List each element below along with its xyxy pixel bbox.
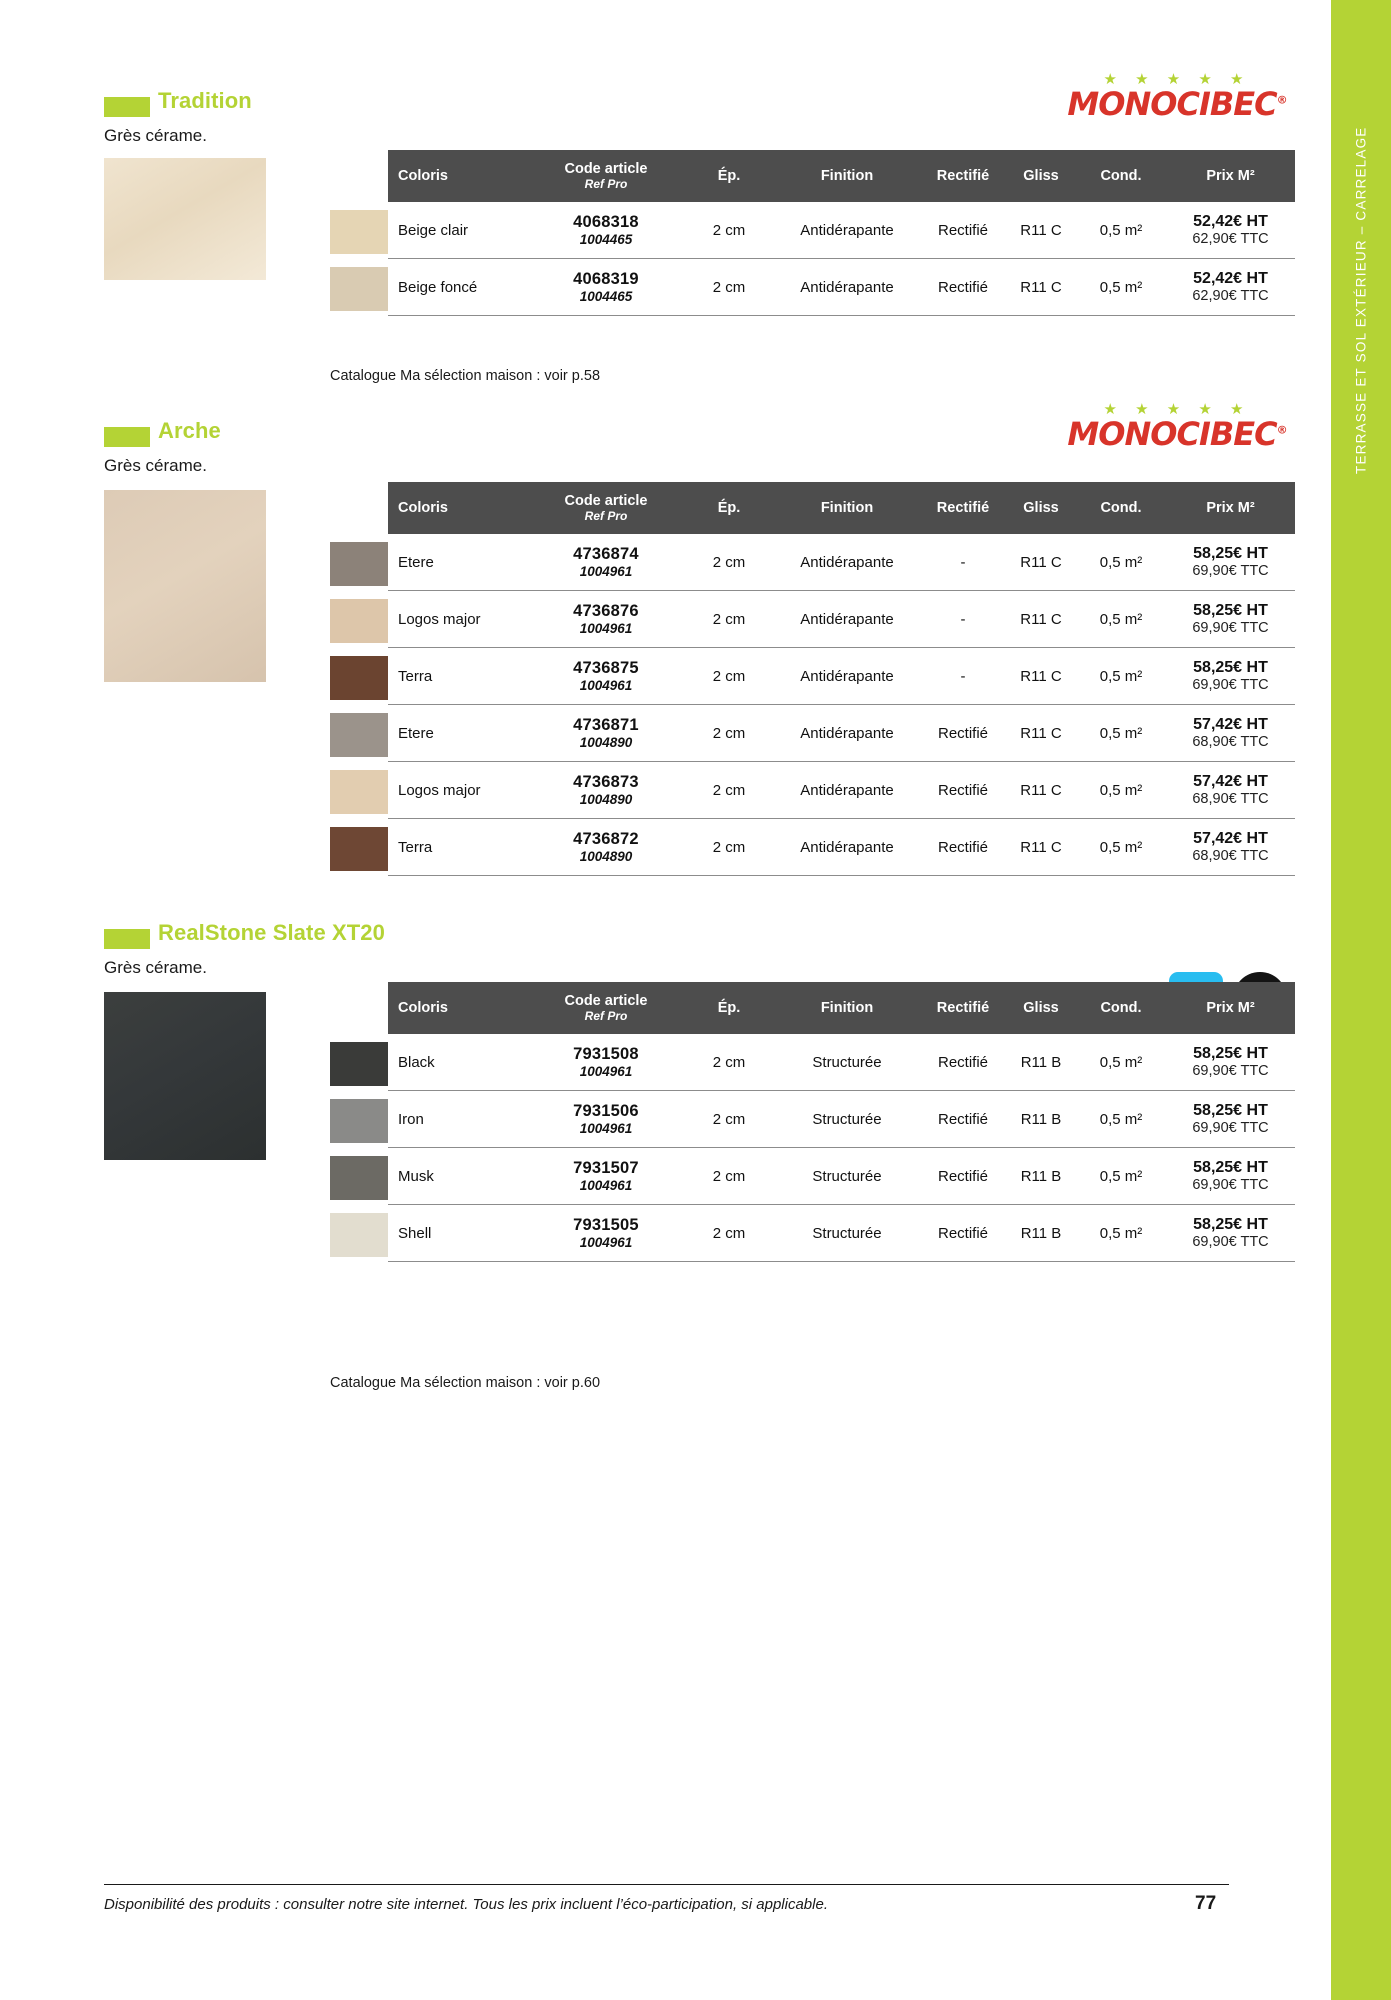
catalog-reference-note: Catalogue Ma sélection maison : voir p.58 [330, 368, 601, 384]
cell-finition: Antidérapante [774, 591, 920, 648]
cell-cond: 0,5 m² [1076, 819, 1166, 876]
cell-prix: 57,42€ HT 68,90€ TTC [1166, 705, 1295, 762]
catalog-reference-note: Catalogue Ma sélection maison : voir p.60 [330, 1375, 601, 1391]
table-row [330, 705, 1295, 762]
brand-logo-monocibec [1067, 72, 1287, 122]
col-epaisseur: Ép. [684, 150, 774, 202]
col-coloris: Coloris [388, 482, 528, 534]
col-code-article: Code article Ref Pro [528, 150, 684, 202]
cell-epaisseur: 2 cm [684, 591, 774, 648]
cell-coloris: Iron [388, 1091, 528, 1148]
cell-rectifie: Rectifié [920, 202, 1006, 259]
cell-cond: 0,5 m² [1076, 1034, 1166, 1091]
cell-rectifie: - [920, 591, 1006, 648]
footer-disclaimer: Disponibilité des produits : consulter notre site internet. Tous les prix incluent l’éco-participation, si applicable. [104, 1896, 828, 1913]
cell-rectifie: Rectifié [920, 819, 1006, 876]
cell-prix: 58,25€ HT 69,90€ TTC [1166, 648, 1295, 705]
cell-coloris: Shell [388, 1205, 528, 1262]
col-prix: Prix M² [1166, 982, 1295, 1034]
cell-code-article: 7931506 1004961 [528, 1091, 684, 1148]
col-finition: Finition [774, 982, 920, 1034]
product-image [104, 992, 266, 1160]
cell-code-article: 4068319 1004465 [528, 259, 684, 316]
col-code-article: Code article Ref Pro [528, 482, 684, 534]
cell-code-article: 4736873 1004890 [528, 762, 684, 819]
cell-prix: 57,42€ HT 68,90€ TTC [1166, 819, 1295, 876]
col-finition: Finition [774, 150, 920, 202]
cell-gliss: R11 C [1006, 259, 1076, 316]
cell-coloris: Etere [388, 705, 528, 762]
table-header-row [330, 982, 1295, 1034]
cell-gliss: R11 C [1006, 648, 1076, 705]
col-rectifie: Rectifié [920, 150, 1006, 202]
col-cond: Cond. [1076, 982, 1166, 1034]
cell-epaisseur: 2 cm [684, 1091, 774, 1148]
cell-gliss: R11 C [1006, 819, 1076, 876]
cell-code-article: 7931507 1004961 [528, 1148, 684, 1205]
table-row [330, 1034, 1295, 1091]
col-cond: Cond. [1076, 150, 1166, 202]
cell-code-article: 4736872 1004890 [528, 819, 684, 876]
cell-prix: 57,42€ HT 68,90€ TTC [1166, 762, 1295, 819]
section-title: RealStone Slate XT20 [158, 920, 385, 945]
section-color-marker [104, 427, 150, 447]
table-header-row [330, 482, 1295, 534]
product-image [104, 158, 266, 280]
row-color-swatch [330, 648, 388, 705]
cell-gliss: R11 C [1006, 591, 1076, 648]
cell-rectifie: Rectifié [920, 705, 1006, 762]
cell-prix: 58,25€ HT 69,90€ TTC [1166, 1034, 1295, 1091]
cell-rectifie: - [920, 534, 1006, 591]
cell-rectifie: Rectifié [920, 259, 1006, 316]
cell-gliss: R11 B [1006, 1205, 1076, 1262]
section-subtitle: Grès cérame. [104, 958, 207, 977]
cell-finition: Structurée [774, 1205, 920, 1262]
cell-prix: 58,25€ HT 69,90€ TTC [1166, 534, 1295, 591]
section-color-marker [104, 929, 150, 949]
cell-epaisseur: 2 cm [684, 762, 774, 819]
row-color-swatch [330, 762, 388, 819]
section-tab-label: TERRASSE ET SOL EXTÉRIEUR – CARRELAGE [1353, 126, 1369, 474]
row-color-swatch [330, 591, 388, 648]
cell-rectifie: Rectifié [920, 1091, 1006, 1148]
cell-coloris: Beige clair [388, 202, 528, 259]
cell-gliss: R11 B [1006, 1034, 1076, 1091]
table-row [330, 534, 1295, 591]
table-row [330, 202, 1295, 259]
cell-code-article: 4736875 1004961 [528, 648, 684, 705]
cell-code-article: 4736876 1004961 [528, 591, 684, 648]
table-row [330, 819, 1295, 876]
row-color-swatch [330, 819, 388, 876]
cell-finition: Antidérapante [774, 819, 920, 876]
cell-epaisseur: 2 cm [684, 819, 774, 876]
col-rectifie: Rectifié [920, 982, 1006, 1034]
cell-epaisseur: 2 cm [684, 1034, 774, 1091]
cell-epaisseur: 2 cm [684, 259, 774, 316]
cell-gliss: R11 C [1006, 534, 1076, 591]
cell-prix: 58,25€ HT 69,90€ TTC [1166, 1148, 1295, 1205]
cell-cond: 0,5 m² [1076, 534, 1166, 591]
section-subtitle: Grès cérame. [104, 126, 207, 145]
table-row [330, 1205, 1295, 1262]
cell-epaisseur: 2 cm [684, 534, 774, 591]
cell-cond: 0,5 m² [1076, 1091, 1166, 1148]
brand-stars-icon: ★ ★ ★ ★ ★ [1103, 401, 1251, 418]
brand-stars-icon: ★ ★ ★ ★ ★ [1103, 71, 1251, 88]
cell-prix: 52,42€ HT 62,90€ TTC [1166, 202, 1295, 259]
cell-cond: 0,5 m² [1076, 705, 1166, 762]
product-table [330, 982, 1295, 1262]
cell-gliss: R11 B [1006, 1091, 1076, 1148]
cell-cond: 0,5 m² [1076, 202, 1166, 259]
cell-code-article: 7931505 1004961 [528, 1205, 684, 1262]
row-color-swatch [330, 1091, 388, 1148]
col-coloris: Coloris [388, 982, 528, 1034]
cell-coloris: Black [388, 1034, 528, 1091]
cell-finition: Antidérapante [774, 705, 920, 762]
cell-rectifie: Rectifié [920, 1034, 1006, 1091]
table-row [330, 762, 1295, 819]
section-subtitle: Grès cérame. [104, 456, 207, 475]
row-color-swatch [330, 202, 388, 259]
cell-rectifie: Rectifié [920, 1148, 1006, 1205]
section-title: Arche [158, 418, 221, 443]
col-epaisseur: Ép. [684, 982, 774, 1034]
cell-rectifie: Rectifié [920, 1205, 1006, 1262]
product-image [104, 490, 266, 682]
col-coloris: Coloris [388, 150, 528, 202]
cell-coloris: Logos major [388, 762, 528, 819]
cell-gliss: R11 C [1006, 705, 1076, 762]
section-tab [1331, 0, 1391, 2000]
brand-name: MONOCIBEC® [1067, 415, 1287, 453]
product-table [330, 150, 1295, 316]
cell-epaisseur: 2 cm [684, 1205, 774, 1262]
cell-cond: 0,5 m² [1076, 762, 1166, 819]
cell-finition: Structurée [774, 1034, 920, 1091]
col-gliss: Gliss [1006, 150, 1076, 202]
col-swatch [330, 150, 388, 202]
row-color-swatch [330, 1205, 388, 1262]
cell-epaisseur: 2 cm [684, 202, 774, 259]
col-prix: Prix M² [1166, 482, 1295, 534]
row-color-swatch [330, 259, 388, 316]
col-gliss: Gliss [1006, 482, 1076, 534]
cell-cond: 0,5 m² [1076, 648, 1166, 705]
brand-logo-monocibec [1067, 402, 1287, 452]
table-row [330, 1091, 1295, 1148]
cell-prix: 58,25€ HT 69,90€ TTC [1166, 1091, 1295, 1148]
cell-finition: Antidérapante [774, 259, 920, 316]
cell-coloris: Etere [388, 534, 528, 591]
cell-epaisseur: 2 cm [684, 1148, 774, 1205]
cell-gliss: R11 C [1006, 762, 1076, 819]
product-table [330, 482, 1295, 876]
col-finition: Finition [774, 482, 920, 534]
page-number: 77 [1195, 1893, 1217, 1914]
cell-finition: Antidérapante [774, 762, 920, 819]
cell-epaisseur: 2 cm [684, 705, 774, 762]
col-gliss: Gliss [1006, 982, 1076, 1034]
row-color-swatch [330, 1148, 388, 1205]
cell-code-article: 4736871 1004890 [528, 705, 684, 762]
cell-finition: Structurée [774, 1091, 920, 1148]
row-color-swatch [330, 534, 388, 591]
cell-code-article: 4068318 1004465 [528, 202, 684, 259]
col-cond: Cond. [1076, 482, 1166, 534]
table-row [330, 648, 1295, 705]
cell-coloris: Beige foncé [388, 259, 528, 316]
table-row [330, 591, 1295, 648]
section-color-marker [104, 97, 150, 117]
col-swatch [330, 982, 388, 1034]
table-header-row [330, 150, 1295, 202]
cell-code-article: 4736874 1004961 [528, 534, 684, 591]
table-row [330, 1148, 1295, 1205]
row-color-swatch [330, 705, 388, 762]
cell-finition: Antidérapante [774, 534, 920, 591]
cell-coloris: Terra [388, 648, 528, 705]
cell-code-article: 7931508 1004961 [528, 1034, 684, 1091]
cell-finition: Antidérapante [774, 202, 920, 259]
cell-epaisseur: 2 cm [684, 648, 774, 705]
cell-coloris: Terra [388, 819, 528, 876]
col-epaisseur: Ép. [684, 482, 774, 534]
cell-prix: 52,42€ HT 62,90€ TTC [1166, 259, 1295, 316]
cell-coloris: Logos major [388, 591, 528, 648]
cell-prix: 58,25€ HT 69,90€ TTC [1166, 591, 1295, 648]
row-color-swatch [330, 1034, 388, 1091]
col-swatch [330, 482, 388, 534]
col-code-article: Code article Ref Pro [528, 982, 684, 1034]
footer-divider [104, 1884, 1229, 1885]
table-row [330, 259, 1295, 316]
cell-cond: 0,5 m² [1076, 1205, 1166, 1262]
cell-coloris: Musk [388, 1148, 528, 1205]
cell-cond: 0,5 m² [1076, 259, 1166, 316]
cell-cond: 0,5 m² [1076, 591, 1166, 648]
cell-rectifie: - [920, 648, 1006, 705]
col-prix: Prix M² [1166, 150, 1295, 202]
cell-finition: Structurée [774, 1148, 920, 1205]
cell-rectifie: Rectifié [920, 762, 1006, 819]
cell-prix: 58,25€ HT 69,90€ TTC [1166, 1205, 1295, 1262]
cell-gliss: R11 B [1006, 1148, 1076, 1205]
brand-name: MONOCIBEC® [1067, 85, 1287, 123]
col-rectifie: Rectifié [920, 482, 1006, 534]
cell-gliss: R11 C [1006, 202, 1076, 259]
cell-finition: Antidérapante [774, 648, 920, 705]
section-title: Tradition [158, 88, 252, 113]
cell-cond: 0,5 m² [1076, 1148, 1166, 1205]
